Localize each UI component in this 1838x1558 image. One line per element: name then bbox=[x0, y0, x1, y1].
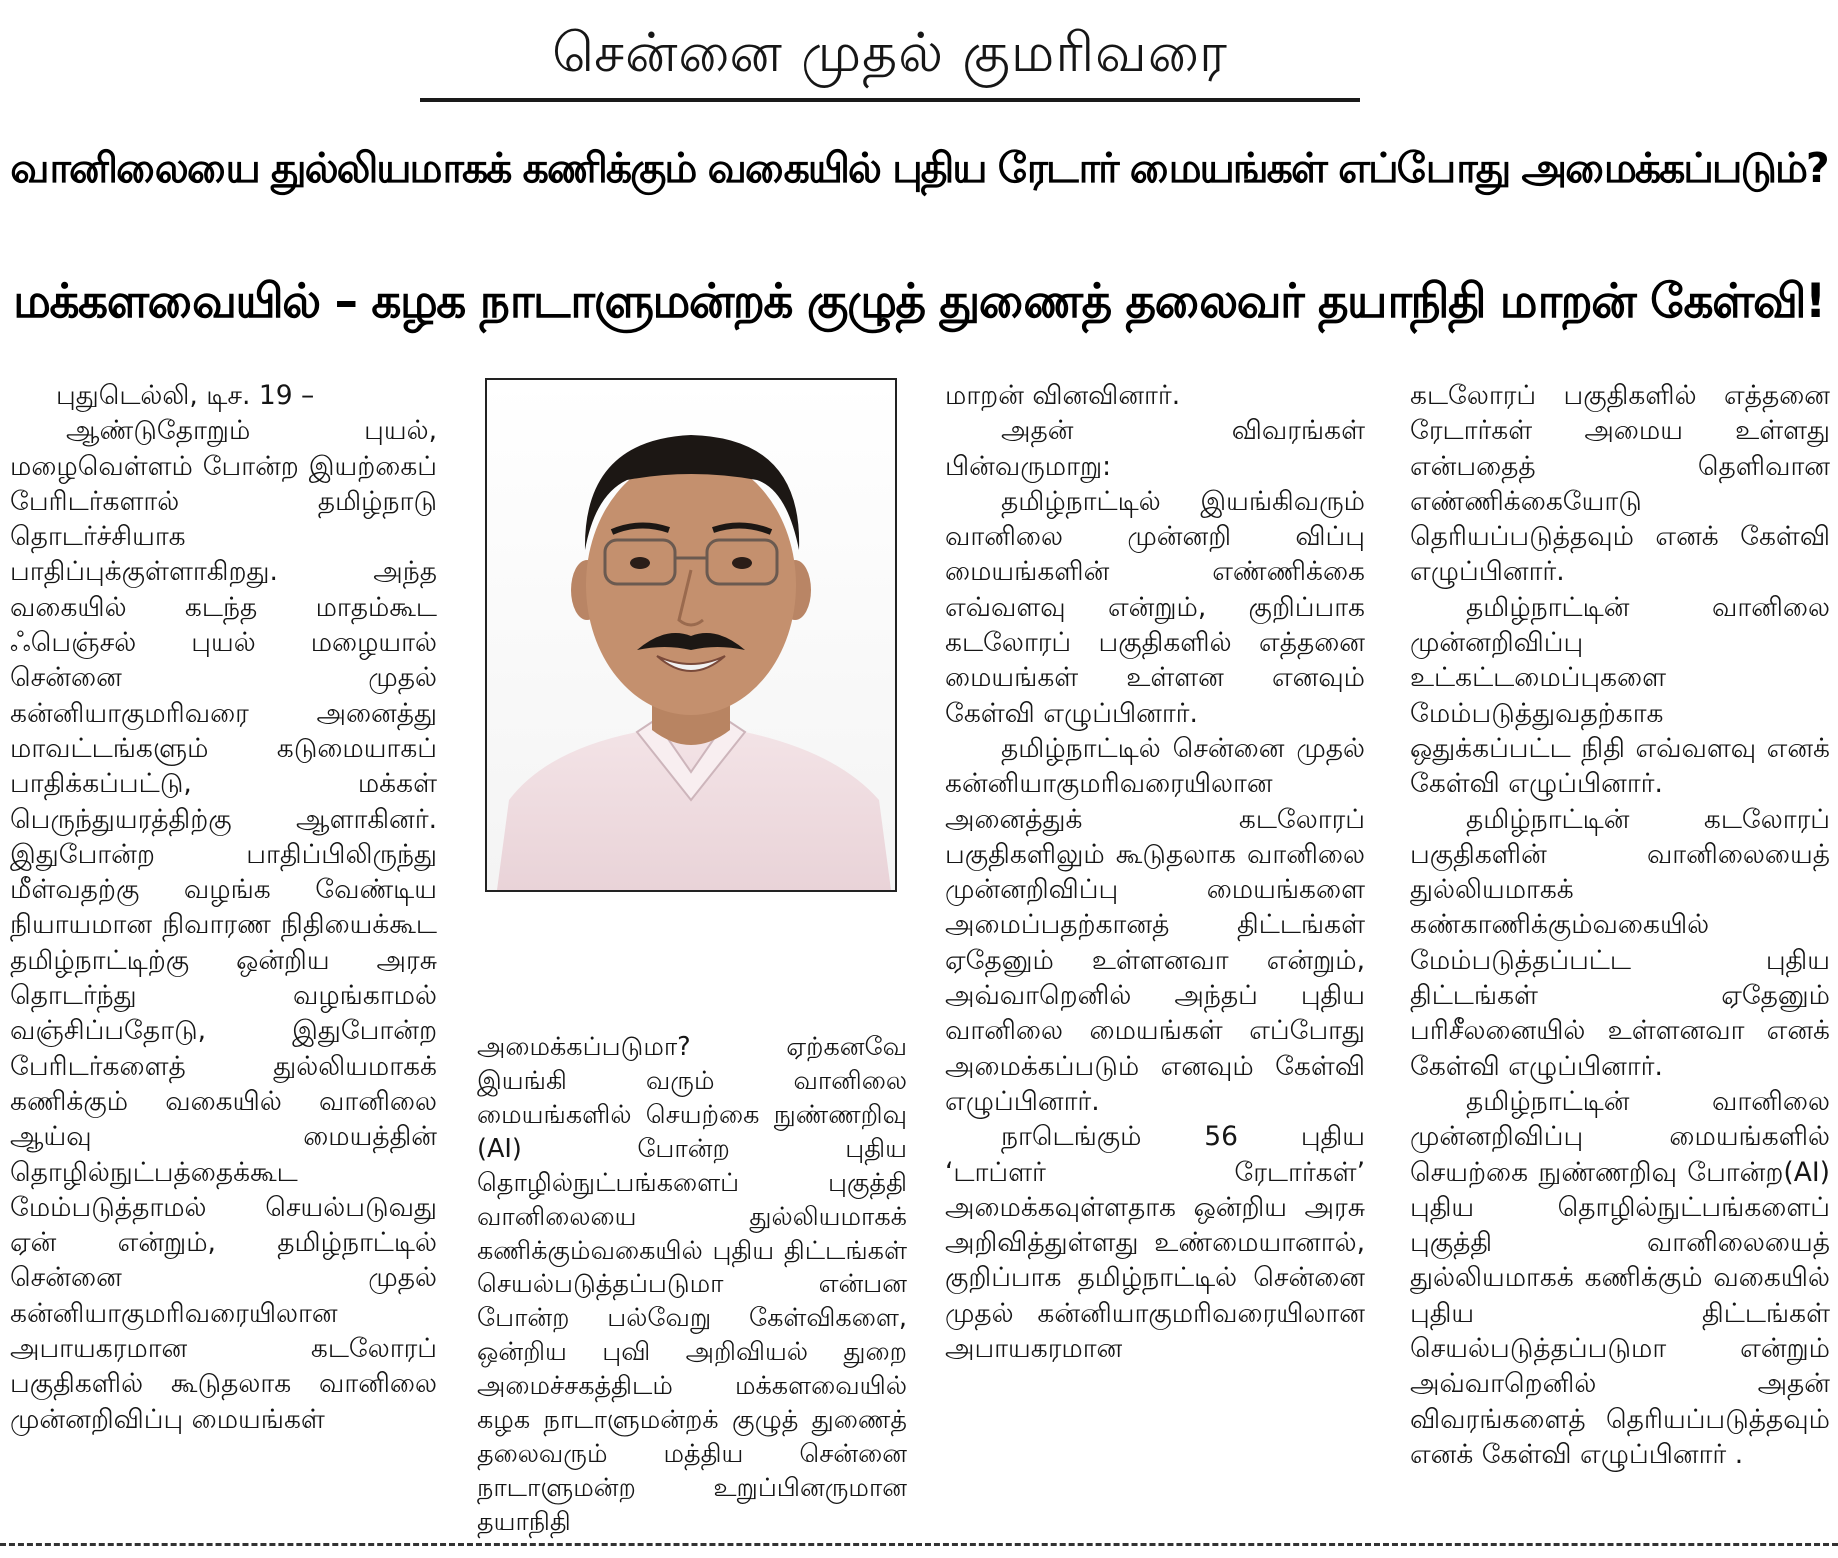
article-paragraph: ஆண்டுதோறும் புயல், மழைவெள்ளம் போன்ற இயற்கைப் பேரிடர்களால் தமிழ்நாடு தொடர்ச்சியாக பாதிப்புக்குள்ளாகிறது. அந்த வகையில் கடந்த மாதம்கூட ஃபெஞ்சல் புயல் மழையால் சென்னை முதல் கன்னியாகுமரிவரை அனைத்து மாவட்டங்களும் கடுமையாகப் பாதிக்கப்பட்டு, மக்கள் பெருந்துயரத்திற்கு ஆளாகினர். இதுபோன்ற பாதிப்பிலிருந்து மீள்வதற்கு வழங்க வேண்டிய நியாயமான நிவாரண நிதியைக்கூட தமிழ்நாட்டிற்கு ஒன்றிய அரசு தொடர்ந்து வழங்காமல் வஞ்சிப்பதோடு, இதுபோன்ற பேரிடர்களைத் துல்லியமாகக் கணிக்கும் வகையில் வானிலை ஆய்வு மையத்தின் தொழில்நுட்பத்தைக்கூட மேம்படுத்தாமல் செயல்படுவது ஏன் என்றும், தமிழ்நாட்டில் சென்னை முதல் கன்னியாகுமரிவரையிலான அபாயகரமான கடலோரப் பகுதிகளில் கூடுதலாக வானிலை முன்னறிவிப்பு மையங்கள் bbox=[10, 415, 437, 1435]
section-title-text: சென்னை முதல் குமரிவரை bbox=[552, 21, 1228, 84]
article-paragraph: தமிழ்நாட்டில் சென்னை முதல் கன்னியாகுமரிவரையிலான அனைத்துக் கடலோரப் பகுதிகளிலும் கூடுதலாக வானிலை முன்னறிவிப்பு மையங்களை அமைப்பதற்கானத் திட்டங்கள் ஏதேனும் உள்ளனவா என்றும், அவ்வாறெனில் அந்தப் புதிய வானிலை மையங்கள் எப்போது அமைக்கப்படும் எனவும் கேள்வி எழுப்பினார். bbox=[945, 732, 1365, 1117]
article-column-3 bbox=[945, 378, 1365, 1540]
article-paragraph: தமிழ்நாட்டில் இயங்கிவரும் வானிலை முன்னறி விப்பு மையங்களின் எண்ணிக்கை எவ்வளவு என்றும், குறிப்பாக கடலோரப் பகுதிகளில் எத்தனை மையங்கள் உள்ளன எனவும் கேள்வி எழுப்பினார். bbox=[945, 485, 1365, 729]
portrait-illustration bbox=[487, 380, 895, 890]
subheadline: மக்களவையில் – கழக நாடாளுமன்றக் குழுத் துணைத் தலைவர் தயாநிதி மாறன் கேள்வி! bbox=[13, 274, 1825, 329]
article-column-4 bbox=[1410, 378, 1830, 1540]
article-paragraph: தமிழ்நாட்டின் வானிலை முன்னறிவிப்பு உட்கட்டமைப்புகளை மேம்படுத்துவதற்காக ஒதுக்கப்பட்ட நிதி எவ்வளவு எனக் கேள்வி எழுப்பினார். bbox=[1410, 591, 1830, 800]
dateline: புதுடெல்லி, டிச. 19 – bbox=[56, 380, 315, 411]
bottom-dashed-rule bbox=[0, 1543, 1838, 1546]
section-title bbox=[420, 14, 1360, 102]
article-paragraph: மாறன் வினவினார். bbox=[945, 380, 1181, 411]
headline: வானிலையை துல்லியமாகக் கணிக்கும் வகையில் புதிய ரேடார் மையங்கள் எப்போது அமைக்கப்படும்? bbox=[10, 144, 1828, 192]
article-paragraph: அமைக்கப்படுமா? ஏற்கனவே இயங்கி வரும் வானிலை மையங்களில் செயற்கை நுண்ணறிவு (AI) போன்ற புதிய தொழில்நுட்பங்களைப் புகுத்தி வானிலையை துல்லியமாகக் கணிக்கும்வகையில் புதிய திட்டங்கள் செயல்படுத்தப்படுமா என்பன போன்ற பல்வேறு கேள்விகளை, ஒன்றிய புவி அறிவியல் துறை அமைச்சகத்திடம் மக்களவையில் கழக நாடாளுமன்றக் குழுத் துணைத் தலைவரும் மத்திய சென்னை நாடாளுமன்ற உறுப்பினருமான தயாநிதி bbox=[477, 1032, 907, 1537]
article-paragraph: தமிழ்நாட்டின் வானிலை முன்னறிவிப்பு மையங்களில் செயற்கை நுண்ணறிவு போன்ற(AI) புதிய தொழில்நுட்பங்களைப் புகுத்தி வானிலையைத் துல்லியமாகக் கணிக்கும் வகையில் புதிய திட்டங்கள் செயல்படுத்தப்படுமா என்றும் அவ்வாறெனில் அதன் விவரங்களைத் தெரியப்படுத்தவும் எனக் கேள்வி எழுப்பினார் . bbox=[1410, 1085, 1830, 1470]
article-column-1 bbox=[10, 378, 437, 1540]
article-column-2 bbox=[477, 1031, 907, 1539]
article-paragraph: அதன் விவரங்கள் பின்வருமாறு: bbox=[945, 415, 1365, 482]
article-paragraph: நாடெங்கும் 56 புதிய ‘டாப்ளர் ரேடார்கள்’ அமைக்கவுள்ளதாக ஒன்றிய அரசு அறிவித்துள்ளது உண்மையானால், குறிப்பாக தமிழ்நாட்டில் சென்னை முதல் கன்னியாகுமரிவரையிலான அபாயகரமான bbox=[945, 1121, 1365, 1365]
article-paragraph: கடலோரப் பகுதிகளில் எத்தனை ரேடார்கள் அமைய உள்ளது என்பதைத் தெளிவான எண்ணிக்கையோடு தெரியப்படுத்தவும் எனக் கேள்வி எழுப்பினார். bbox=[1410, 380, 1830, 588]
portrait-photo bbox=[485, 378, 897, 892]
article-paragraph: தமிழ்நாட்டின் கடலோரப் பகுதிகளின் வானிலையைத் துல்லியமாகக் கண்காணிக்கும்வகையில் மேம்படுத்தப்பட்ட புதிய திட்டங்கள் ஏதேனும் பரிசீலனையில் உள்ளனவா எனக் கேள்வி எழுப்பினார். bbox=[1410, 803, 1830, 1082]
